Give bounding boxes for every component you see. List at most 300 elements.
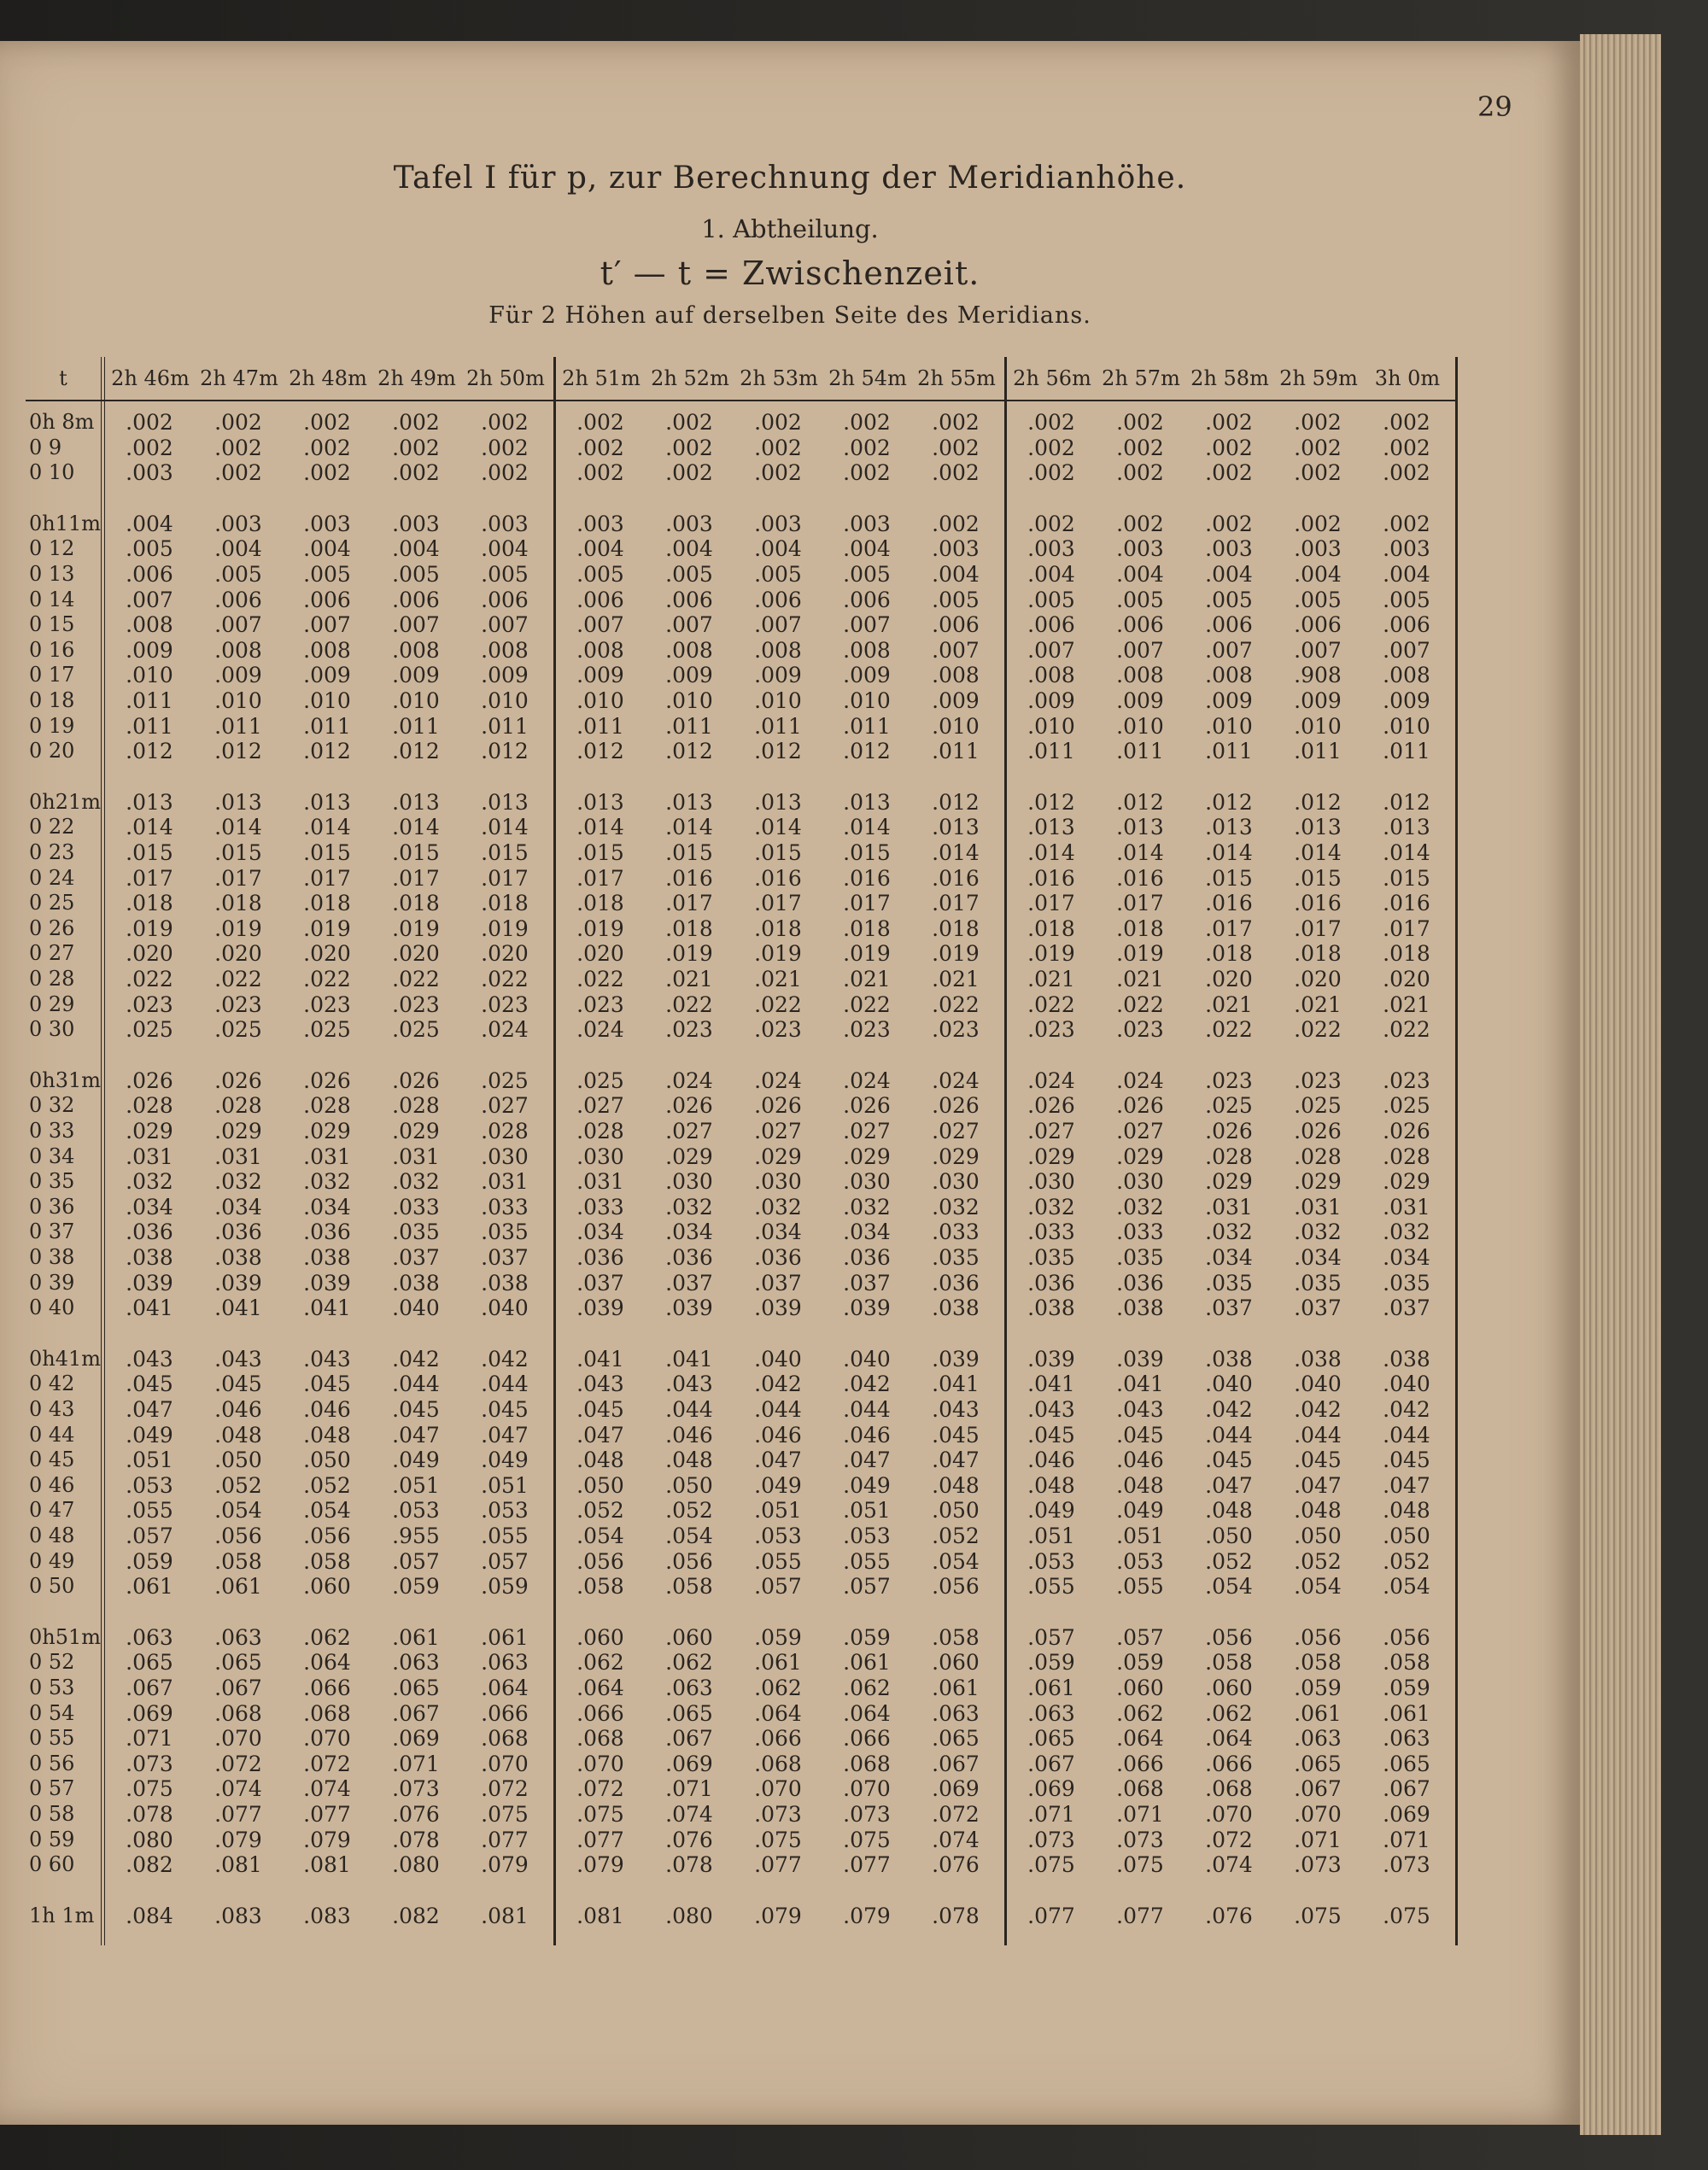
- table-cell: .028: [303, 1093, 351, 1119]
- table-cell: .022: [1027, 991, 1075, 1017]
- table-cell: .023: [481, 991, 529, 1017]
- table-cell: .028: [481, 1119, 529, 1143]
- table-cell: .054: [665, 1524, 713, 1548]
- table-cell: .004: [214, 536, 262, 562]
- table-cell: .050: [1294, 1524, 1342, 1548]
- row-label: 1h 1m: [29, 1903, 95, 1927]
- table-cell: .060: [1205, 1676, 1253, 1700]
- table-cell: .072: [303, 1751, 351, 1776]
- table-cell: .076: [392, 1802, 440, 1827]
- table-cell: .029: [1294, 1169, 1342, 1195]
- table-cell: .031: [1383, 1194, 1430, 1220]
- table-cell: .007: [843, 612, 891, 638]
- table-cell: .014: [1205, 840, 1253, 865]
- table-cell: .003: [1027, 536, 1075, 562]
- table-cell: .020: [126, 941, 173, 967]
- table-cell: .006: [1294, 612, 1342, 638]
- table-cell: .030: [1116, 1169, 1164, 1195]
- table-cell: .083: [214, 1903, 262, 1928]
- table-cell: .002: [754, 460, 802, 486]
- row-label: 0 28: [29, 967, 75, 991]
- table-cell: .002: [576, 410, 624, 435]
- table-cell: .008: [932, 663, 980, 688]
- table-cell: .066: [1116, 1751, 1164, 1776]
- table-cell: .051: [754, 1498, 802, 1524]
- table-cell: .041: [665, 1346, 713, 1372]
- table-cell: .017: [754, 891, 802, 916]
- table-cell: .064: [576, 1676, 624, 1700]
- table-cell: .002: [1383, 511, 1430, 536]
- table-cell: .051: [1027, 1524, 1075, 1548]
- table-cell: .076: [932, 1852, 980, 1878]
- table-cell: .044: [665, 1397, 713, 1422]
- row-label: 0 54: [29, 1700, 75, 1725]
- table-cell: .026: [1027, 1093, 1075, 1119]
- table-cell: .026: [1116, 1093, 1164, 1119]
- table-cell: .022: [481, 967, 529, 991]
- table-cell: .005: [1027, 587, 1075, 612]
- table-cell: .006: [576, 587, 624, 612]
- table-cell: .029: [303, 1119, 351, 1143]
- table-cell: .068: [576, 1726, 624, 1752]
- table-cell: .002: [665, 460, 713, 486]
- table-cell: .028: [1294, 1143, 1342, 1169]
- table-cell: .011: [1205, 739, 1253, 764]
- table-cell: .018: [392, 891, 440, 916]
- table-cell: .017: [1116, 891, 1164, 916]
- table-cell: .037: [843, 1270, 891, 1296]
- table-cell: .002: [392, 435, 440, 460]
- table-cell: .031: [481, 1169, 529, 1195]
- table-cell: .020: [214, 941, 262, 967]
- table-cell: .012: [665, 739, 713, 764]
- table-cell: .046: [843, 1422, 891, 1448]
- row-label: 0 24: [29, 865, 75, 890]
- table-cell: .029: [126, 1119, 173, 1143]
- table-cell: .030: [576, 1143, 624, 1169]
- table-cell: .010: [1027, 713, 1075, 739]
- table-cell: .006: [1383, 612, 1430, 638]
- table-cell: .033: [481, 1194, 529, 1220]
- table-cell: .013: [214, 789, 262, 815]
- table-cell: .051: [481, 1472, 529, 1498]
- table-cell: .044: [392, 1372, 440, 1397]
- table-cell: .039: [665, 1296, 713, 1321]
- table-cell: .073: [1027, 1827, 1075, 1852]
- table-cell: .079: [214, 1827, 262, 1852]
- table-cell: .059: [843, 1624, 891, 1650]
- table-cell: .057: [126, 1524, 173, 1548]
- table-cell: .054: [1205, 1574, 1253, 1600]
- table-cell: .011: [1027, 739, 1075, 764]
- table-cell: .016: [1294, 891, 1342, 916]
- table-cell: .032: [1383, 1220, 1430, 1245]
- table-cell: .051: [126, 1448, 173, 1473]
- table-cell: .002: [1294, 435, 1342, 460]
- table-cell: .047: [481, 1422, 529, 1448]
- table-cell: .047: [1294, 1472, 1342, 1498]
- table-cell: .010: [576, 688, 624, 713]
- table-cell: .066: [303, 1676, 351, 1700]
- table-cell: .007: [481, 612, 529, 638]
- table-cell: .071: [1383, 1827, 1430, 1852]
- table-cell: .047: [392, 1422, 440, 1448]
- table-cell: .010: [843, 688, 891, 713]
- table-cell: .080: [665, 1903, 713, 1928]
- table-cell: .022: [754, 991, 802, 1017]
- table-cell: .035: [392, 1220, 440, 1245]
- table-cell: .008: [576, 637, 624, 663]
- table-cell: .043: [214, 1346, 262, 1372]
- table-cell: .064: [843, 1700, 891, 1726]
- table-cell: .032: [126, 1169, 173, 1195]
- table-cell: .002: [1116, 511, 1164, 536]
- table-cell: .016: [1027, 865, 1075, 891]
- table-cell: .039: [1116, 1346, 1164, 1372]
- table-cell: .012: [1383, 789, 1430, 815]
- table-cell: .023: [754, 1017, 802, 1043]
- table-cell: .042: [1383, 1397, 1430, 1422]
- table-cell: .032: [843, 1194, 891, 1220]
- table-cell: .019: [392, 915, 440, 941]
- table-cell: .015: [665, 840, 713, 865]
- table-cell: .002: [1383, 435, 1430, 460]
- row-label: 0 37: [29, 1220, 75, 1244]
- table-cell: .011: [1116, 739, 1164, 764]
- table-cell: .038: [303, 1245, 351, 1270]
- table-cell: .027: [1116, 1119, 1164, 1143]
- table-cell: .016: [1383, 891, 1430, 916]
- table-cell: .072: [481, 1776, 529, 1802]
- table-cell: .063: [392, 1650, 440, 1676]
- table-cell: .033: [1116, 1220, 1164, 1245]
- table-cell: .041: [576, 1346, 624, 1372]
- table-cell: .011: [392, 713, 440, 739]
- table-cell: .012: [126, 739, 173, 764]
- table-cell: .046: [754, 1422, 802, 1448]
- table-cell: .002: [392, 460, 440, 486]
- table-cell: .002: [1383, 460, 1430, 486]
- table-cell: .014: [932, 840, 980, 865]
- table-cell: .022: [1294, 1017, 1342, 1043]
- table-cell: .014: [576, 815, 624, 840]
- table-cell: .061: [392, 1624, 440, 1650]
- table-cell: .003: [303, 511, 351, 536]
- table-cell: .064: [1116, 1726, 1164, 1752]
- table-cell: .039: [214, 1270, 262, 1296]
- table-cell: .005: [1294, 587, 1342, 612]
- table-cell: .047: [932, 1448, 980, 1473]
- table-cell: .009: [576, 663, 624, 688]
- table-cell: .056: [1205, 1624, 1253, 1650]
- table-cell: .013: [126, 789, 173, 815]
- table-cell: .045: [1116, 1422, 1164, 1448]
- table-cell: .029: [1205, 1169, 1253, 1195]
- table-cell: .081: [481, 1903, 529, 1928]
- table-cell: .069: [665, 1751, 713, 1776]
- table-cell: .005: [843, 562, 891, 587]
- table-cell: .019: [932, 941, 980, 967]
- table-cell: .007: [754, 612, 802, 638]
- table-cell: .059: [481, 1574, 529, 1600]
- table-cell: .004: [1383, 562, 1430, 587]
- table-cell: .013: [1116, 815, 1164, 840]
- table-cell: .073: [1116, 1827, 1164, 1852]
- table-cell: .013: [754, 789, 802, 815]
- table-cell: .040: [1205, 1372, 1253, 1397]
- table-cell: .019: [303, 915, 351, 941]
- table-cell: .030: [932, 1169, 980, 1195]
- table-cell: .058: [576, 1574, 624, 1600]
- table-cell: .054: [576, 1524, 624, 1548]
- table-cell: .050: [1383, 1524, 1430, 1548]
- table-cell: .013: [303, 789, 351, 815]
- table-cell: .056: [1383, 1624, 1430, 1650]
- table-cell: .052: [576, 1498, 624, 1524]
- table-cell: .043: [576, 1372, 624, 1397]
- table-cell: .015: [576, 840, 624, 865]
- table-cell: .034: [214, 1194, 262, 1220]
- table-cell: .051: [843, 1498, 891, 1524]
- table-cell: .011: [126, 688, 173, 713]
- table-cell: .027: [1027, 1119, 1075, 1143]
- table-cell: .002: [1116, 435, 1164, 460]
- table-cell: .008: [665, 637, 713, 663]
- table-cell: .042: [1205, 1397, 1253, 1422]
- table-cell: .068: [843, 1751, 891, 1776]
- table-cell: .026: [214, 1067, 262, 1093]
- table-cell: .024: [481, 1017, 529, 1043]
- table-cell: .011: [665, 713, 713, 739]
- table-cell: .029: [932, 1143, 980, 1169]
- table-cell: .040: [1383, 1372, 1430, 1397]
- table-cell: .002: [1294, 460, 1342, 486]
- table-cell: .027: [665, 1119, 713, 1143]
- table-cell: .005: [481, 562, 529, 587]
- table-cell: .020: [303, 941, 351, 967]
- table-cell: .025: [303, 1017, 351, 1043]
- table-cell: .034: [1205, 1245, 1253, 1270]
- table-cell: .035: [1205, 1270, 1253, 1296]
- table-cell: .076: [1205, 1903, 1253, 1928]
- table-cell: .065: [392, 1676, 440, 1700]
- table-cell: .004: [1294, 562, 1342, 587]
- table-cell: .008: [754, 637, 802, 663]
- table-cell: .045: [392, 1397, 440, 1422]
- table-cell: .002: [665, 410, 713, 435]
- table-cell: .023: [1027, 1017, 1075, 1043]
- table-cell: .049: [843, 1472, 891, 1498]
- table-cell: .006: [843, 587, 891, 612]
- table-cell: .046: [1027, 1448, 1075, 1473]
- table-cell: .036: [1116, 1270, 1164, 1296]
- table-cell: .024: [1027, 1067, 1075, 1093]
- page-number: 29: [1477, 91, 1512, 123]
- table-cell: .050: [665, 1472, 713, 1498]
- table-cell: .014: [214, 815, 262, 840]
- table-cell: .009: [1294, 688, 1342, 713]
- table-cell: .019: [665, 941, 713, 967]
- table-cell: .002: [1116, 460, 1164, 486]
- table-cell: .002: [932, 410, 980, 435]
- table-cell: .050: [932, 1498, 980, 1524]
- table-cell: .059: [1294, 1676, 1342, 1700]
- table-cell: .047: [576, 1422, 624, 1448]
- table-title: Tafel I für p, zur Berechnung der Meridianhöhe.: [393, 161, 1187, 196]
- row-label: 0 9: [29, 435, 62, 459]
- row-label: 0 13: [29, 562, 75, 586]
- table-cell: .004: [754, 536, 802, 562]
- table-cell: .018: [214, 891, 262, 916]
- table-cell: .053: [126, 1472, 173, 1498]
- table-cell: .005: [1116, 587, 1164, 612]
- table-cell: .010: [1205, 713, 1253, 739]
- row-label: 0 23: [29, 840, 75, 864]
- table-cell: .036: [843, 1245, 891, 1270]
- table-cell: .035: [1294, 1270, 1342, 1296]
- table-cell: .024: [576, 1017, 624, 1043]
- table-cell: .033: [392, 1194, 440, 1220]
- table-cell: .028: [1383, 1143, 1430, 1169]
- table-cell: .028: [126, 1093, 173, 1119]
- table-cell: .055: [1027, 1574, 1075, 1600]
- table-cell: .017: [214, 865, 262, 891]
- row-label: 0h51m: [29, 1624, 102, 1649]
- table-cell: .052: [303, 1472, 351, 1498]
- table-cell: .010: [392, 688, 440, 713]
- table-cell: .015: [481, 840, 529, 865]
- table-cell: .038: [481, 1270, 529, 1296]
- table-cell: .002: [126, 435, 173, 460]
- table-cell: .018: [576, 891, 624, 916]
- table-cell: .003: [932, 536, 980, 562]
- table-cell: .061: [932, 1676, 980, 1700]
- table-cell: .018: [843, 915, 891, 941]
- table-cell: .018: [1116, 915, 1164, 941]
- table-cell: .025: [576, 1067, 624, 1093]
- table-cell: .007: [214, 612, 262, 638]
- row-label: 0 20: [29, 739, 75, 763]
- table-cell: .042: [843, 1372, 891, 1397]
- table-cell: .057: [1116, 1624, 1164, 1650]
- table-cell: .040: [843, 1346, 891, 1372]
- table-cell: .063: [214, 1624, 262, 1650]
- row-label: 0 38: [29, 1245, 75, 1269]
- table-cell: .028: [1205, 1143, 1253, 1169]
- row-label: 0 33: [29, 1119, 75, 1143]
- table-cell: .029: [1027, 1143, 1075, 1169]
- column-header: 2h 54m: [828, 366, 907, 390]
- table-cell: .020: [481, 941, 529, 967]
- table-cell: .003: [843, 511, 891, 536]
- table-cell: .035: [1116, 1245, 1164, 1270]
- header-rule: [26, 400, 1455, 401]
- table-cell: .008: [1116, 663, 1164, 688]
- table-cell: .044: [1205, 1422, 1253, 1448]
- row-label: 0 26: [29, 915, 75, 940]
- table-cell: .047: [843, 1448, 891, 1473]
- table-cell: .006: [665, 587, 713, 612]
- table-cell: .078: [126, 1802, 173, 1827]
- table-cell: .081: [303, 1852, 351, 1878]
- table-cell: .032: [214, 1169, 262, 1195]
- table-cell: .026: [754, 1093, 802, 1119]
- table-cell: .045: [303, 1372, 351, 1397]
- table-cell: .014: [1027, 840, 1075, 865]
- table-cell: .055: [843, 1548, 891, 1574]
- table-cell: .038: [126, 1245, 173, 1270]
- table-cell: .011: [214, 713, 262, 739]
- table-cell: .053: [392, 1498, 440, 1524]
- table-cell: .063: [1294, 1726, 1342, 1752]
- table-cell: .075: [481, 1802, 529, 1827]
- table-cell: .017: [392, 865, 440, 891]
- table-cell: .003: [665, 511, 713, 536]
- table-cell: .066: [843, 1726, 891, 1752]
- column-header: 2h 55m: [917, 366, 996, 390]
- table-cell: .026: [126, 1067, 173, 1093]
- table-cell: .019: [1027, 941, 1075, 967]
- table-cell: .018: [1294, 941, 1342, 967]
- table-cell: .061: [1294, 1700, 1342, 1726]
- row-label: 0 48: [29, 1524, 75, 1547]
- table-cell: .006: [754, 587, 802, 612]
- table-cell: .063: [126, 1624, 173, 1650]
- table-cell: .006: [214, 587, 262, 612]
- table-cell: .002: [1205, 511, 1253, 536]
- row-label: 0 15: [29, 612, 75, 637]
- table-cell: .067: [1027, 1751, 1075, 1776]
- table-cell: .008: [214, 637, 262, 663]
- table-cell: .006: [303, 587, 351, 612]
- table-cell: .015: [1383, 865, 1430, 891]
- table-cell: .073: [754, 1802, 802, 1827]
- table-cell: .068: [303, 1700, 351, 1726]
- table-cell: .037: [481, 1245, 529, 1270]
- column-header: 2h 56m: [1013, 366, 1091, 390]
- table-cell: .002: [1027, 435, 1075, 460]
- table-cell: .029: [665, 1143, 713, 1169]
- table-cell: .062: [576, 1650, 624, 1676]
- table-cell: .081: [576, 1903, 624, 1928]
- table-cell: .050: [303, 1448, 351, 1473]
- table-cell: .002: [1294, 511, 1342, 536]
- table-cell: .067: [392, 1700, 440, 1726]
- table-cell: .061: [754, 1650, 802, 1676]
- row-label: 0 14: [29, 587, 75, 611]
- table-cell: .022: [576, 967, 624, 991]
- table-cell: .009: [1383, 688, 1430, 713]
- table-cell: .057: [843, 1574, 891, 1600]
- row-label: 0 10: [29, 460, 75, 485]
- table-cell: .015: [843, 840, 891, 865]
- table-cell: .012: [932, 789, 980, 815]
- table-cell: .034: [843, 1220, 891, 1245]
- table-cell: .061: [214, 1574, 262, 1600]
- table-cell: .002: [1027, 511, 1075, 536]
- table-cell: .037: [1205, 1296, 1253, 1321]
- table-cell: .002: [481, 435, 529, 460]
- table-cell: .053: [754, 1524, 802, 1548]
- table-cell: .052: [1205, 1548, 1253, 1574]
- table-cell: .041: [303, 1296, 351, 1321]
- table-cell: .042: [481, 1346, 529, 1372]
- table-cell: .012: [576, 739, 624, 764]
- table-cell: .009: [843, 663, 891, 688]
- table-cell: .027: [481, 1093, 529, 1119]
- table-cell: .006: [126, 562, 173, 587]
- table-cell: .060: [576, 1624, 624, 1650]
